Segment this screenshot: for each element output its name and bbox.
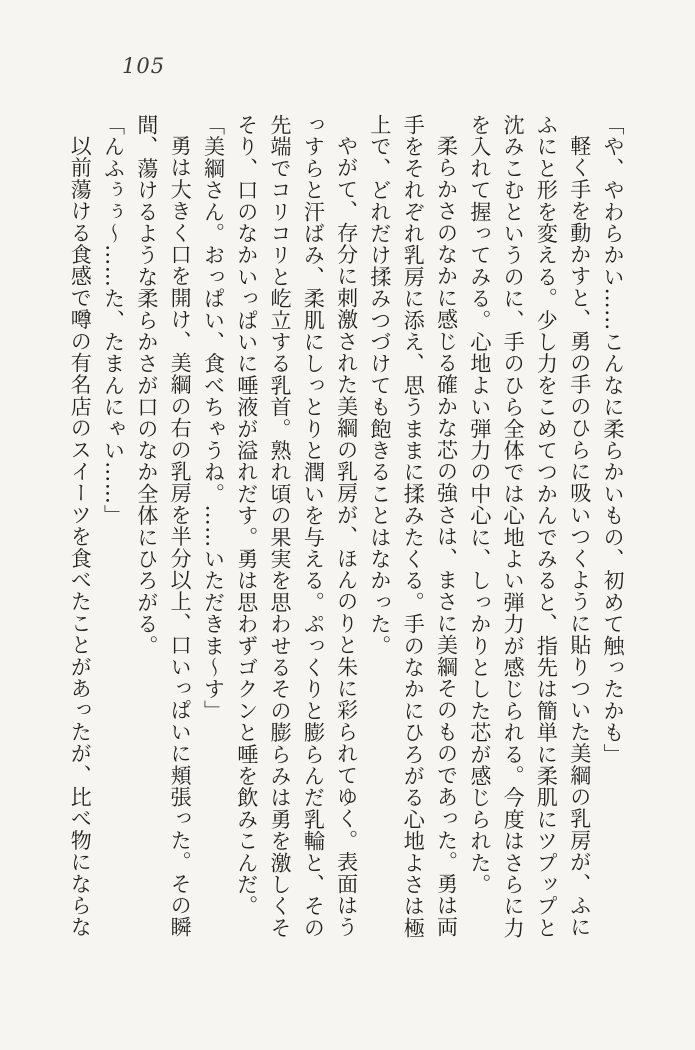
paragraph-2: 軽く手を動かすと、勇の手のひらに吸いつくように貼りついた美綱の乳房が、ふにふにと形を変える。少し力をこめてつかんでみると、指先は簡単に柔肌にツプップと沈みこむというのに、手のひら全体では心地よい弾力が感じられる。今度はさらに力を入れて握ってみる。心地よい弾力の中心に、しっかりとした芯が感じられた。 [467, 114, 592, 939]
paragraph-8: 以前蕩ける食感で噂の有名店のスイーツを食べたことがあったが、比べ物にならな [68, 135, 93, 938]
paragraph-3: 柔らかさのなかに感じる確かな芯の強さは、まさに美綱そのものであった。勇は両手をそれぞれ乳房に添え、思うままに揉みたくる。手のなかにひろがる心地よさは極上で、どれだけ揉みつづけても飽きることはなかった。 [367, 114, 459, 939]
page-number: 105 [122, 54, 166, 78]
paragraph-4: やがて、存分に刺激された美綱の乳房が、ほんのりと朱に彩られてゆく。表面はうっすらと汗ばみ、柔肌にしっとりと潤いを与える。ぷっくりと膨らんだ乳輪と、その先端でコリコリと屹立する乳首。熟れ頃の果実を思わせるその膨らみは勇を激しくそそり、口のなかいっぱいに唾液が溢れだす。勇は思わずゴクンと唾を飲みこんだ。 [234, 114, 359, 939]
paragraph-5: 「美綱さん。おっぱい、食べちゃうね。……いただきま～す」 [201, 114, 226, 722]
vertical-text-block [63, 114, 629, 944]
paragraph-6: 勇は大きく口を開け、美綱の右の乳房を半分以上、口いっぱいに頬張った。その瞬間、蕩けるような柔らかさが口のなか全体にひろがる。 [134, 114, 193, 938]
paragraph-7: 「んふぅぅ～……た、たまんにゃい……」 [101, 114, 126, 527]
paragraph-1: 「や、やわらかい……こんなに柔らかいもの、初めて触ったかも」 [601, 114, 625, 765]
